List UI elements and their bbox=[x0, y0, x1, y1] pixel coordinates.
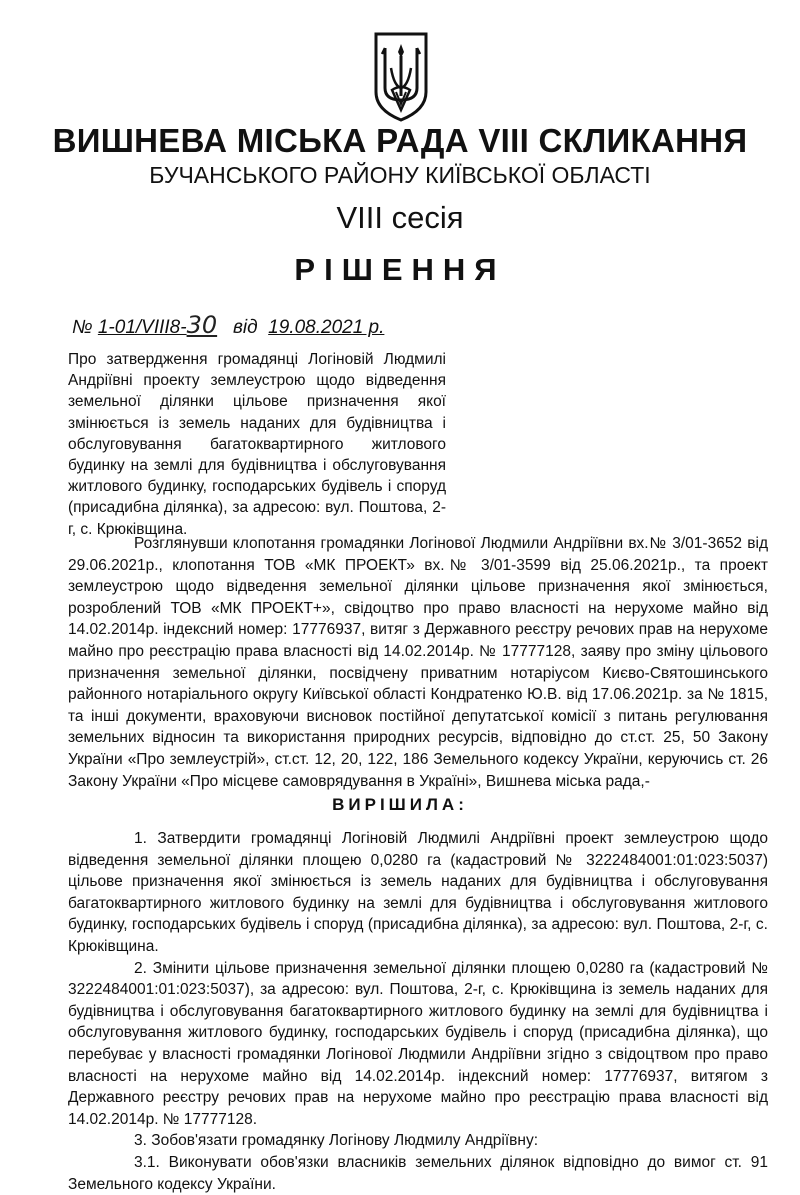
council-title: ВИШНЕВА МІСЬКА РАДА VIII СКЛИКАННЯ bbox=[52, 122, 748, 159]
resolution-item-3-1: 3.1. Виконувати обов'язки власників земельних ділянок відповідно до вимог ст. 91 Земельного кодексу України. bbox=[68, 1153, 768, 1193]
decision-subject bbox=[68, 349, 446, 540]
district-title: БУЧАНСЬКОГО РАЙОНУ КИЇВСЬКОЇ ОБЛАСТІ bbox=[149, 162, 651, 188]
trident-coat-of-arms-icon bbox=[372, 30, 430, 122]
decision-number bbox=[72, 311, 384, 339]
resolution-item-1: 1. Затвердити громадянці Логіновій Людмилі Андріївні проект землеустрою щодо відведення земельної ділянки площею 0,0280 га (кадастровий № 3222484001:01:023:5037) цільове призначення якої змінюється із земель наданих для будівництва і обслуговування багатоквартирного житлового будинку на землі для будівництва і обслуговування житлового будинку, господарських будівель і споруд (присадибна ділянка), за адресою: вул. Поштова, 2-г, с. Крюківщина. bbox=[68, 830, 768, 955]
number-code: 1-01/VIII8- bbox=[97, 317, 187, 338]
subject-text: Про затвердження громадянці Логіновій Людмилі Андріївні проекту землеустрою щодо відведення земельної ділянки цільове призначення якої змінюється із земель наданих для будівництва і обслуговування багатоквартирного житлового будинку на землі для будівництва і обслуговування житлового будинку, господарських будівель і споруд (присадибна ділянка), за адресою: вул. Поштова, 2-г, с. Крюківщина. bbox=[68, 351, 446, 538]
handwritten-number: 30 bbox=[186, 311, 218, 339]
date-preposition: від bbox=[232, 317, 258, 338]
number-prefix: № bbox=[72, 317, 93, 338]
session-label: VIII сесія bbox=[336, 200, 464, 235]
preamble bbox=[68, 533, 768, 792]
resolution-item-3: 3. Зобов'язати громадянку Логінову Людмилу Андріївну: bbox=[134, 1132, 539, 1150]
decision-date: 19.08.2021 р. bbox=[268, 317, 385, 338]
preamble-text: Розглянувши клопотання громадянки Логінової Людмили Андріївни вх.№ 3/01-3652 від 29.06.2021р., клопотання ТОВ «МК ПРОЕКТ» вх.№ 3/01-3599 від 25.06.2021р., та проект землеустрою щодо відведення земельної ділянки цільове призначення якої змінюється, розроблений ТОВ «МК ПРОЕКТ+», свідоцтво про право власності на нерухоме майно від 14.02.2014р. індексний номер: 17776937, витяг з Державного реєстру речових прав на нерухоме майно про реєстрацію права власності від 14.02.2014р. № 17777128, заяву про зміну цільового призначення земельної ділянки, посвідчену приватним нотаріусом Києво-Святошинського районного нотаріального округу Київської області Кондратенко Ю.В. від 17.06.2021р. за № 1815, та інші документи, враховуючи висновок постійної депутатської комісії з питань регулювання земельних відносин та використання природних ресурсів, відповідно до ст.ст. 25, 50 Закону України «Про землеустрій», ст.ст. 12, 20, 122, 186 Земельного кодексу України, керуючись ст. 26 Закону України «Про місцеве самоврядування в Україні», Вишнева міська рада,- bbox=[68, 535, 768, 790]
resolved-heading: ВИРІШИЛА: bbox=[332, 795, 468, 814]
resolution-items bbox=[68, 828, 768, 1195]
document-type: РІШЕННЯ bbox=[294, 252, 506, 287]
resolution-item-2: 2. Змінити цільове призначення земельної ділянки площею 0,0280 га (кадастровий № 3222484001:01:023:5037), за адресою: вул. Поштова, 2-г, с. Крюківщина із земель наданих для будівництва і обслуговування багатоквартирного житлового будинку на землі для будівництва і обслуговування житлового будинку, господарських будівель і споруд (присадибна ділянка), що перебуває у власності громадянки Логінової Людмили Андріївни згідно з свідоцтвом про право власності на нерухоме майно від 14.02.2014р. індексний номер: 17776937, витягом з Державного реєстру речових прав на нерухоме майно про реєстрацію права власності від 14.02.2014р. № 17777128. bbox=[68, 959, 768, 1128]
